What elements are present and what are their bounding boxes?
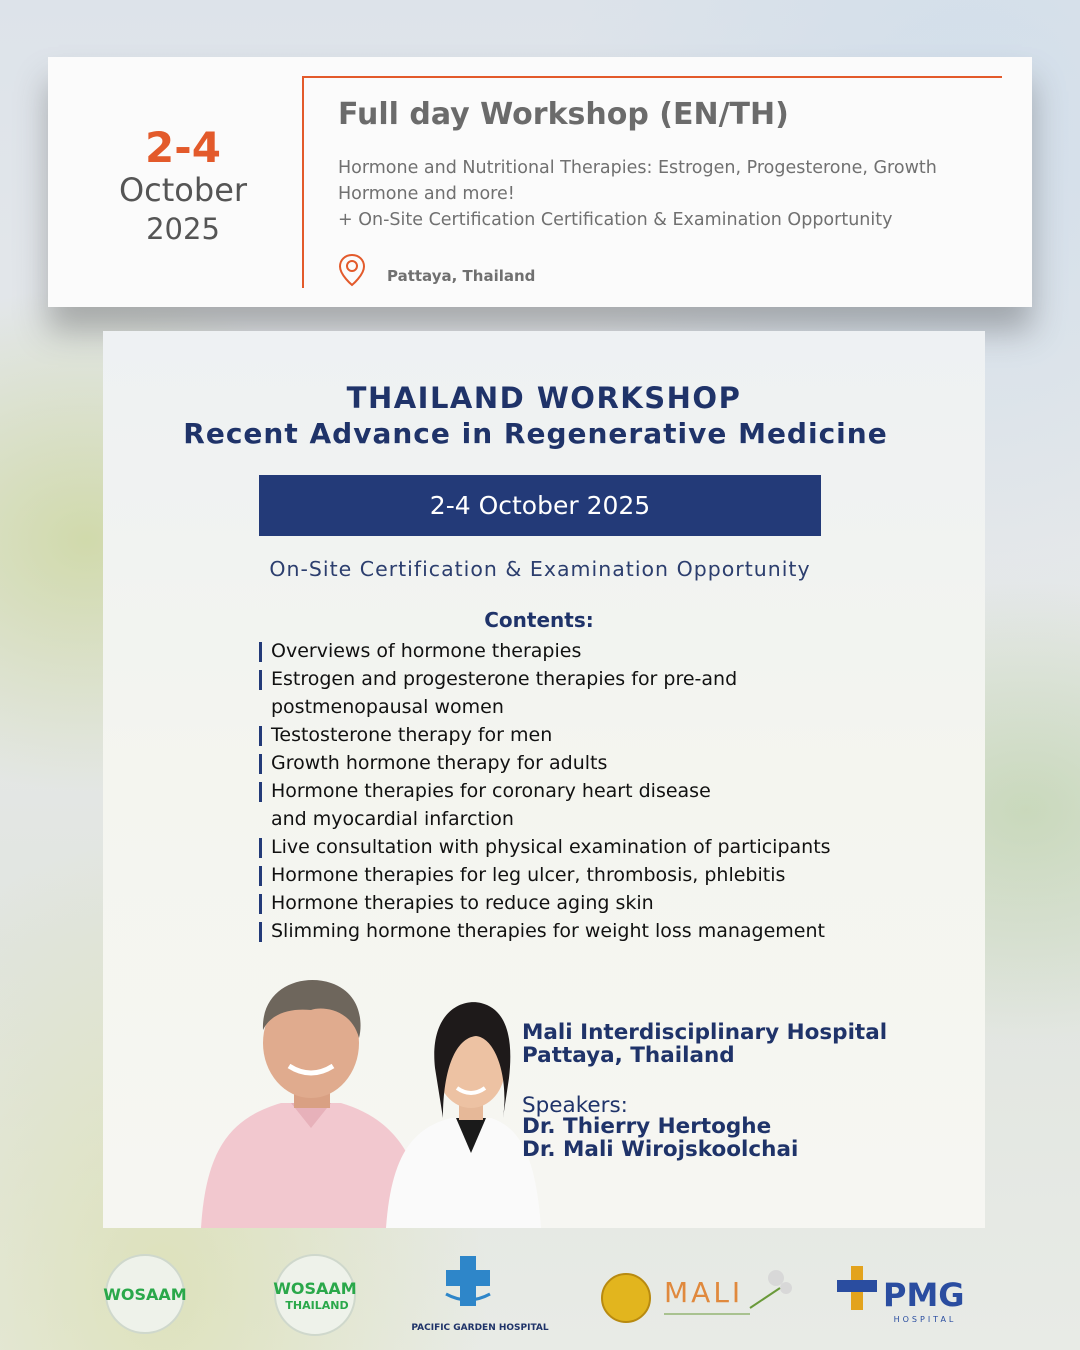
mali-hospital-logo [600, 1258, 800, 1330]
speakers-label: Speakers: [522, 1093, 628, 1118]
list-item: Testosterone therapy for men [259, 721, 859, 749]
pacific-garden-hospital-logo [400, 1250, 560, 1334]
contents-heading: Contents: [484, 608, 594, 632]
pmg-logo-text: PMG [883, 1276, 965, 1314]
venue [522, 1021, 887, 1067]
event-date-block [108, 125, 258, 247]
contents-list [259, 637, 859, 945]
wosaam-thailand-logo [272, 1252, 358, 1338]
date-banner: 2-4 October 2025 [259, 475, 821, 536]
pacific-logo-text: PACIFIC GARDEN HOSPITAL [411, 1323, 549, 1333]
wosaam-thailand-logo-text: WOSAAM [273, 1279, 357, 1298]
certification-note: On-Site Certification & Examination Opportunity [269, 557, 811, 581]
list-item: Live consultation with physical examination of participants [259, 833, 859, 861]
speaker-name: Dr. Thierry Hertoghe [522, 1114, 772, 1139]
accent-divider-vertical [302, 76, 304, 288]
mali-logo-text: MALI [664, 1276, 744, 1309]
pmg-hospital-logo [833, 1260, 981, 1328]
list-item: Hormone therapies to reduce aging skin [259, 889, 859, 917]
map-pin-icon [338, 253, 366, 287]
speaker-name: Dr. Mali Wirojskoolchai [522, 1137, 799, 1162]
date-month: October [118, 171, 248, 209]
list-item: Overviews of hormone therapies [259, 637, 859, 665]
event-header-card [48, 57, 1032, 307]
wosaam-logo-text: WOSAAM [103, 1285, 187, 1304]
list-item: Growth hormone therapy for adults [259, 749, 859, 777]
date-range: 2-4 [145, 123, 221, 172]
workshop-flyer [103, 331, 985, 1228]
workshop-title: Full day Workshop (EN/TH) [338, 97, 789, 132]
description-line: + On-Site Certification Certification & Examination Opportunity [338, 210, 893, 230]
flyer-subtitle: Recent Advance in Regenerative Medicine [183, 417, 888, 450]
event-location: Pattaya, Thailand [387, 267, 536, 285]
venue-name: Mali Interdisciplinary Hospital [522, 1020, 888, 1045]
workshop-description [338, 155, 978, 233]
wosaam-logo [103, 1252, 187, 1336]
list-item: Slimming hormone therapies for weight loss management [259, 917, 859, 945]
list-item: Hormone therapies for leg ulcer, thrombosis, phlebitis [259, 861, 859, 889]
wosaam-thailand-logo-subtext: THAILAND [285, 1299, 349, 1312]
date-year: 2025 [146, 212, 220, 246]
description-line: Hormone and Nutritional Therapies: Estrogen, Progesterone, Growth Hormone and more! [338, 158, 937, 204]
flyer-title: THAILAND WORKSHOP [346, 381, 742, 415]
list-item: Estrogen and progesterone therapies for pre-and postmenopausal women [259, 665, 741, 721]
venue-city: Pattaya, Thailand [522, 1043, 735, 1068]
accent-divider-horizontal [302, 76, 1002, 78]
list-item: Hormone therapies for coronary heart disease and myocardial infarction [259, 777, 751, 833]
pmg-logo-subtext: HOSPITAL [893, 1315, 957, 1324]
speakers-list [522, 1115, 798, 1161]
